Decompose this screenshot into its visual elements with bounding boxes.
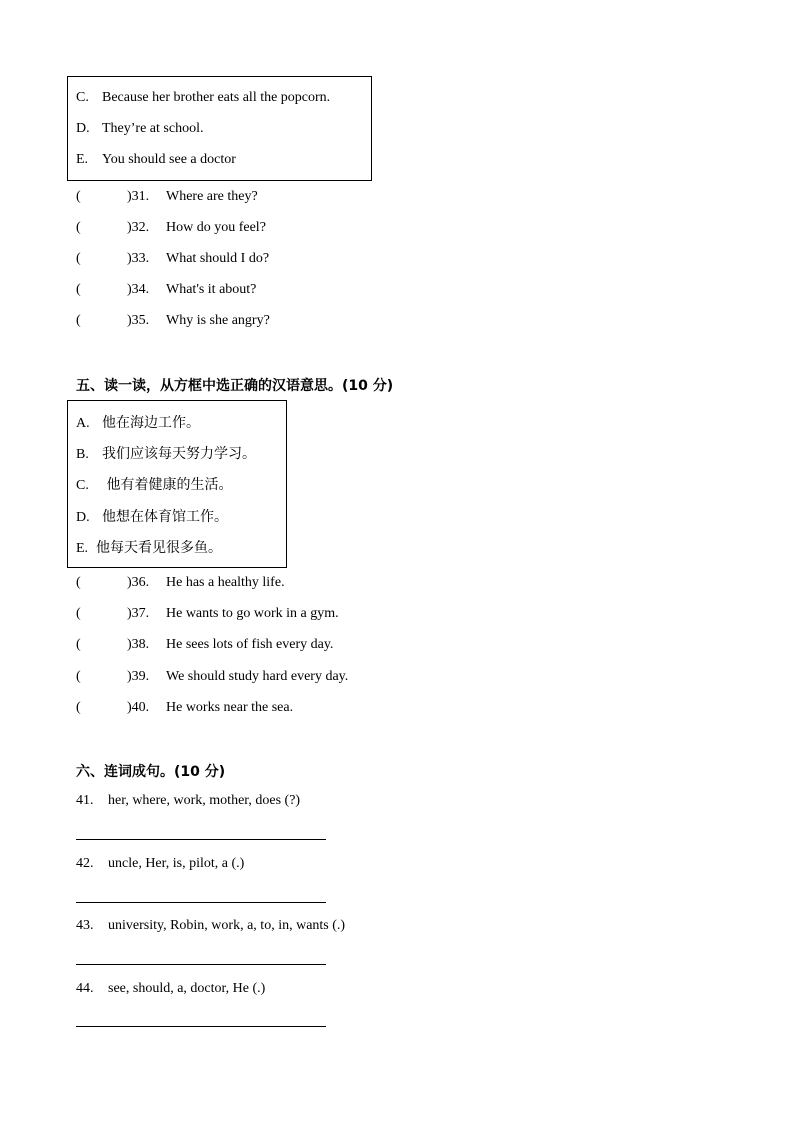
section-6-heading: 六、连词成句。(10 分)	[76, 764, 226, 780]
sentence-44	[76, 981, 265, 997]
answer-paren-open: (	[76, 189, 81, 204]
option-letter: D.	[76, 510, 90, 525]
option-d	[76, 506, 228, 526]
sentence-words: her, where, work, mother, does (?)	[108, 793, 301, 808]
sentence-number: 43.	[76, 918, 94, 933]
answer-paren-open: (	[76, 575, 81, 590]
question-number: )40.	[127, 700, 150, 715]
question-text: What's it about?	[166, 282, 257, 297]
answer-paren-open: (	[76, 220, 81, 235]
option-text: 我们应该每天努力学习。	[102, 446, 256, 462]
answer-line[interactable]	[76, 839, 326, 840]
option-text: 他在海边工作。	[102, 415, 200, 431]
answer-line[interactable]	[76, 902, 326, 903]
answer-paren-open: (	[76, 669, 81, 684]
option-text: Because her brother eats all the popcorn.	[102, 90, 331, 105]
question-number: )38.	[127, 637, 150, 652]
option-e	[76, 537, 222, 557]
question-33	[76, 251, 476, 271]
question-number: )34.	[127, 282, 150, 297]
option-a	[76, 412, 200, 432]
question-text: How do you feel?	[166, 220, 266, 235]
question-text: Where are they?	[166, 189, 258, 204]
question-text: What should I do?	[166, 251, 270, 266]
question-38	[76, 637, 476, 657]
option-text: 他有着健康的生活。	[102, 477, 233, 493]
option-text: They’re at school.	[102, 121, 204, 136]
option-letter: C.	[76, 90, 89, 105]
sentence-words: see, should, a, doctor, He (.)	[108, 981, 266, 996]
sentence-number: 42.	[76, 856, 94, 871]
option-letter: A.	[76, 416, 90, 431]
option-text: You should see a doctor	[102, 152, 236, 167]
question-number: )36.	[127, 575, 150, 590]
option-letter: C.	[76, 478, 89, 493]
question-text: He has a healthy life.	[166, 575, 285, 590]
question-number: )35.	[127, 313, 150, 328]
answer-paren-open: (	[76, 700, 81, 715]
question-text: He works near the sea.	[166, 700, 294, 715]
sentence-42	[76, 856, 244, 872]
option-e	[76, 152, 236, 168]
option-text: 他每天看见很多鱼。	[96, 540, 222, 556]
option-b	[76, 443, 256, 463]
question-number: )31.	[127, 189, 150, 204]
option-letter: E.	[76, 541, 89, 556]
option-text: 他想在体育馆工作。	[102, 509, 228, 525]
answer-paren-open: (	[76, 251, 81, 266]
question-34	[76, 282, 476, 302]
question-35	[76, 313, 476, 333]
sentence-43	[76, 918, 345, 934]
question-text: He wants to go work in a gym.	[166, 606, 339, 621]
question-36	[76, 575, 476, 595]
sentence-number: 44.	[76, 981, 94, 996]
question-number: )33.	[127, 251, 150, 266]
answer-line[interactable]	[76, 964, 326, 965]
question-text: Why is she angry?	[166, 313, 270, 328]
option-c	[76, 90, 330, 106]
option-d	[76, 121, 203, 137]
question-37	[76, 606, 476, 626]
question-number: )37.	[127, 606, 150, 621]
sentence-words: university, Robin, work, a, to, in, wants (.)	[108, 918, 346, 933]
question-32	[76, 220, 476, 240]
option-c	[76, 474, 232, 494]
answer-paren-open: (	[76, 282, 81, 297]
answer-paren-open: (	[76, 313, 81, 328]
answer-paren-open: (	[76, 606, 81, 621]
option-letter: B.	[76, 447, 89, 462]
question-40	[76, 700, 476, 720]
options-box-1	[67, 76, 372, 181]
options-box-2	[67, 400, 287, 568]
question-31	[76, 189, 476, 209]
sentence-number: 41.	[76, 793, 94, 808]
answer-paren-open: (	[76, 637, 81, 652]
sentence-words: uncle, Her, is, pilot, a (.)	[108, 856, 245, 871]
answer-line[interactable]	[76, 1026, 326, 1027]
question-text: He sees lots of fish every day.	[166, 637, 334, 652]
section-5-heading: 五、读一读，从方框中选正确的汉语意思。(10 分)	[76, 378, 394, 394]
question-text: We should study hard every day.	[166, 669, 349, 684]
sentence-41	[76, 793, 300, 809]
question-39	[76, 669, 476, 689]
question-number: )32.	[127, 220, 150, 235]
question-number: )39.	[127, 669, 150, 684]
option-letter: E.	[76, 152, 89, 167]
option-letter: D.	[76, 121, 90, 136]
